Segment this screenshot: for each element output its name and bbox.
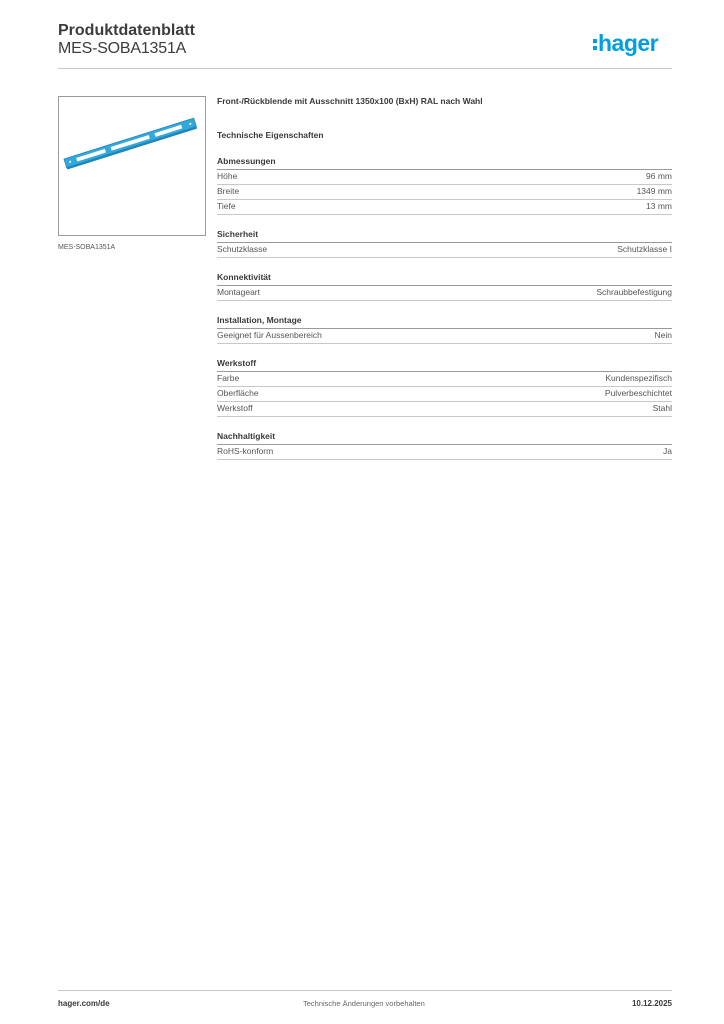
row-value: Kundenspezifisch xyxy=(605,373,672,383)
tech-properties-heading: Technische Eigenschaften xyxy=(217,130,324,140)
table-row xyxy=(217,286,672,301)
row-value: 1349 mm xyxy=(636,186,672,196)
group-title: Werkstoff xyxy=(217,358,672,372)
page-title: Produktdatenblatt xyxy=(58,22,195,39)
product-image xyxy=(58,96,206,236)
front-panel-illustration xyxy=(59,97,205,235)
row-label: Farbe xyxy=(217,373,240,383)
group-installation xyxy=(217,315,672,344)
group-title: Abmessungen xyxy=(217,156,672,170)
table-row xyxy=(217,445,672,460)
table-row xyxy=(217,200,672,215)
row-value: Stahl xyxy=(652,403,672,413)
row-value: 96 mm xyxy=(646,171,672,181)
group-nachhaltigkeit xyxy=(217,431,672,460)
row-label: Höhe xyxy=(217,171,238,181)
table-row xyxy=(217,243,672,258)
footer-divider xyxy=(58,990,672,991)
group-title: Sicherheit xyxy=(217,229,672,243)
row-value: Schraubbefestigung xyxy=(596,287,672,297)
row-value: Pulverbeschichtet xyxy=(604,388,672,398)
group-title: Nachhaltigkeit xyxy=(217,431,672,445)
row-value: Nein xyxy=(654,330,672,340)
row-label: RoHS-konform xyxy=(217,446,274,456)
group-title: Konnektivität xyxy=(217,272,672,286)
row-label: Tiefe xyxy=(217,201,236,211)
table-row xyxy=(217,185,672,200)
table-row xyxy=(217,170,672,185)
group-konnektivitaet xyxy=(217,272,672,301)
table-row xyxy=(217,372,672,387)
group-abmessungen xyxy=(217,156,672,215)
product-description: Front-/Rückblende mit Ausschnitt 1350x100 (BxH) RAL nach Wahl xyxy=(217,96,483,106)
table-row xyxy=(217,387,672,402)
product-details xyxy=(217,96,672,460)
row-label: Werkstoff xyxy=(217,403,253,413)
table-row xyxy=(217,402,672,417)
group-sicherheit xyxy=(217,229,672,258)
footer-date: 10.12.2025 xyxy=(631,999,672,1008)
footer-website-link[interactable]: hager.com/de xyxy=(58,999,110,1008)
row-label: Oberfläche xyxy=(217,388,259,398)
logo-text: hager xyxy=(598,29,659,56)
row-value: Schutzklasse I xyxy=(617,244,672,254)
row-label: Montageart xyxy=(217,287,260,297)
hager-logo xyxy=(593,29,658,57)
row-value: 13 mm xyxy=(646,201,672,211)
table-row xyxy=(217,329,672,344)
product-code: MES-SOBA1351A xyxy=(58,40,187,57)
image-caption: MES-SOBA1351A xyxy=(58,244,116,251)
footer-notice: Technische Änderungen vorbehalten xyxy=(303,999,425,1008)
group-title: Installation, Montage xyxy=(217,315,672,329)
row-label: Geeignet für Aussenbereich xyxy=(217,330,322,340)
row-value: Ja xyxy=(663,446,672,456)
logo-dots-icon xyxy=(593,39,597,50)
header-divider xyxy=(58,68,672,69)
group-werkstoff xyxy=(217,358,672,417)
row-label: Schutzklasse xyxy=(217,244,268,254)
row-label: Breite xyxy=(217,186,240,196)
